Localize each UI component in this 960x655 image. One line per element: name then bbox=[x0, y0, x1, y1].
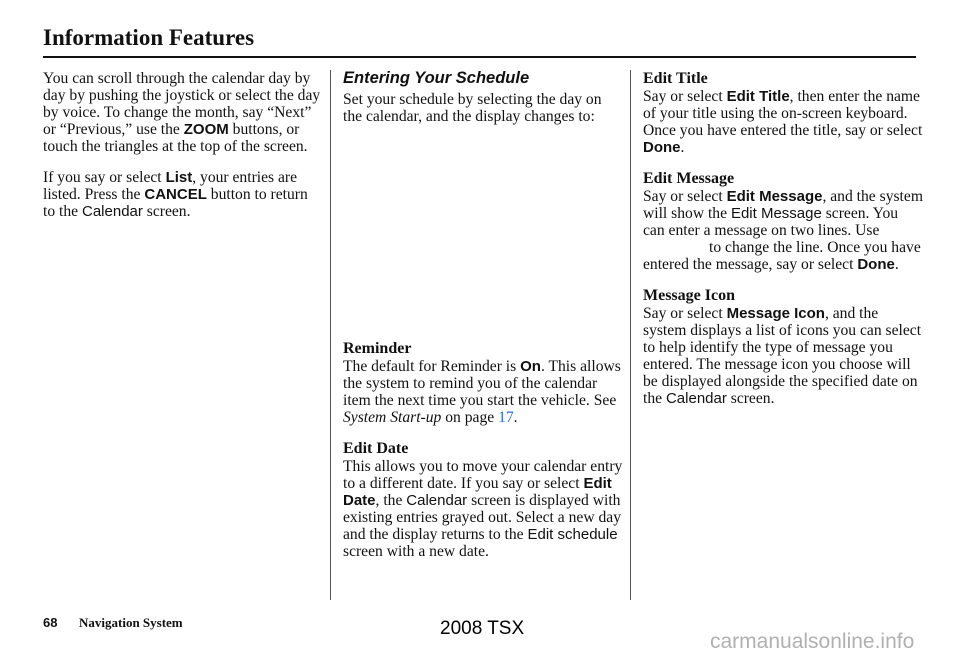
edit-date-paragraph: This allows you to move your calendar entry to a different date. If you say or select Edit Date, the Calendar screen is displayed with existing entries grayed out. Select a new day and the display returns to the Edit schedule screen with a new date. bbox=[343, 458, 623, 560]
edit-message-heading: Edit Message bbox=[643, 170, 735, 187]
cancel-button-label: CANCEL bbox=[144, 186, 207, 203]
reminder-heading: Reminder bbox=[343, 340, 412, 357]
section-heading-entering-schedule: Entering Your Schedule bbox=[343, 69, 530, 87]
column-1 bbox=[43, 70, 323, 234]
edit-title-heading: Edit Title bbox=[643, 70, 708, 87]
edit-message-option-label: Edit Message bbox=[726, 188, 823, 205]
zoom-button-label: ZOOM bbox=[183, 121, 229, 138]
page-17-link[interactable]: 17 bbox=[498, 409, 514, 426]
calendar-scroll-paragraph: You can scroll through the calendar day by day by pushing the joystick or select the day by voice. To change the month, say “Next” or “Previous,” use the ZOOM buttons, or touch the triangles at the top of the screen. bbox=[43, 70, 321, 155]
message-icon-paragraph: Say or select Message Icon, and the system displays a list of icons you can select to help identify the type of message you entered. The message icon you choose will be displayed alongside the specified date on the Calendar screen. bbox=[643, 305, 922, 407]
on-option-label: On bbox=[520, 358, 541, 375]
edit-date-heading: Edit Date bbox=[343, 440, 409, 457]
done-option-label: Done bbox=[857, 256, 895, 273]
edit-message-paragraph: Say or select Edit Message, and the system will show the Edit Message screen. You can enter a message on two lines. Useto change the line. Once you have entered the message, say or select Done. bbox=[643, 188, 923, 273]
page-number: 68 bbox=[43, 615, 58, 630]
list-paragraph: If you say or select List, your entries are listed. Press the CANCEL button to return to the Calendar screen. bbox=[43, 169, 308, 220]
edit-message-screen-label: Edit Message bbox=[730, 205, 822, 222]
reminder-paragraph: The default for Reminder is On. This allows the system to remind you of the calendar item the next time you start the vehicle. See System Start-up on page 17. bbox=[343, 358, 621, 426]
system-startup-ref: System Start-up bbox=[343, 409, 442, 426]
calendar-screen-label: Calendar bbox=[665, 390, 727, 407]
column-2 bbox=[343, 70, 623, 574]
model-watermark: 2008 TSX bbox=[440, 618, 525, 639]
site-watermark: carmanualsonline.info bbox=[710, 630, 915, 653]
page-title: Information Features bbox=[43, 25, 255, 50]
calendar-screen-label: Calendar bbox=[82, 203, 143, 220]
screen-illustration-space bbox=[343, 139, 623, 340]
column-divider-1 bbox=[330, 70, 331, 600]
column-divider-2 bbox=[630, 70, 631, 600]
footer-label: Navigation System bbox=[79, 615, 183, 630]
calendar-screen-label: Calendar bbox=[406, 492, 468, 509]
header-rule bbox=[43, 56, 916, 58]
edit-date-option-label: Edit Date bbox=[343, 475, 612, 509]
list-option-label: List bbox=[165, 169, 193, 186]
schedule-intro: Set your schedule by selecting the day on the calendar, and the display changes to: bbox=[343, 91, 602, 125]
message-icon-option-label: Message Icon bbox=[726, 305, 825, 322]
column-3 bbox=[643, 70, 923, 421]
edit-title-option-label: Edit Title bbox=[726, 88, 790, 105]
message-icon-heading: Message Icon bbox=[643, 287, 735, 304]
done-option-label: Done bbox=[643, 139, 681, 156]
edit-schedule-screen-label: Edit schedule bbox=[527, 526, 618, 543]
edit-title-paragraph: Say or select Edit Title, then enter the name of your title using the on-screen keyboard. Once you have entered the title, say or select Done. bbox=[643, 88, 923, 156]
